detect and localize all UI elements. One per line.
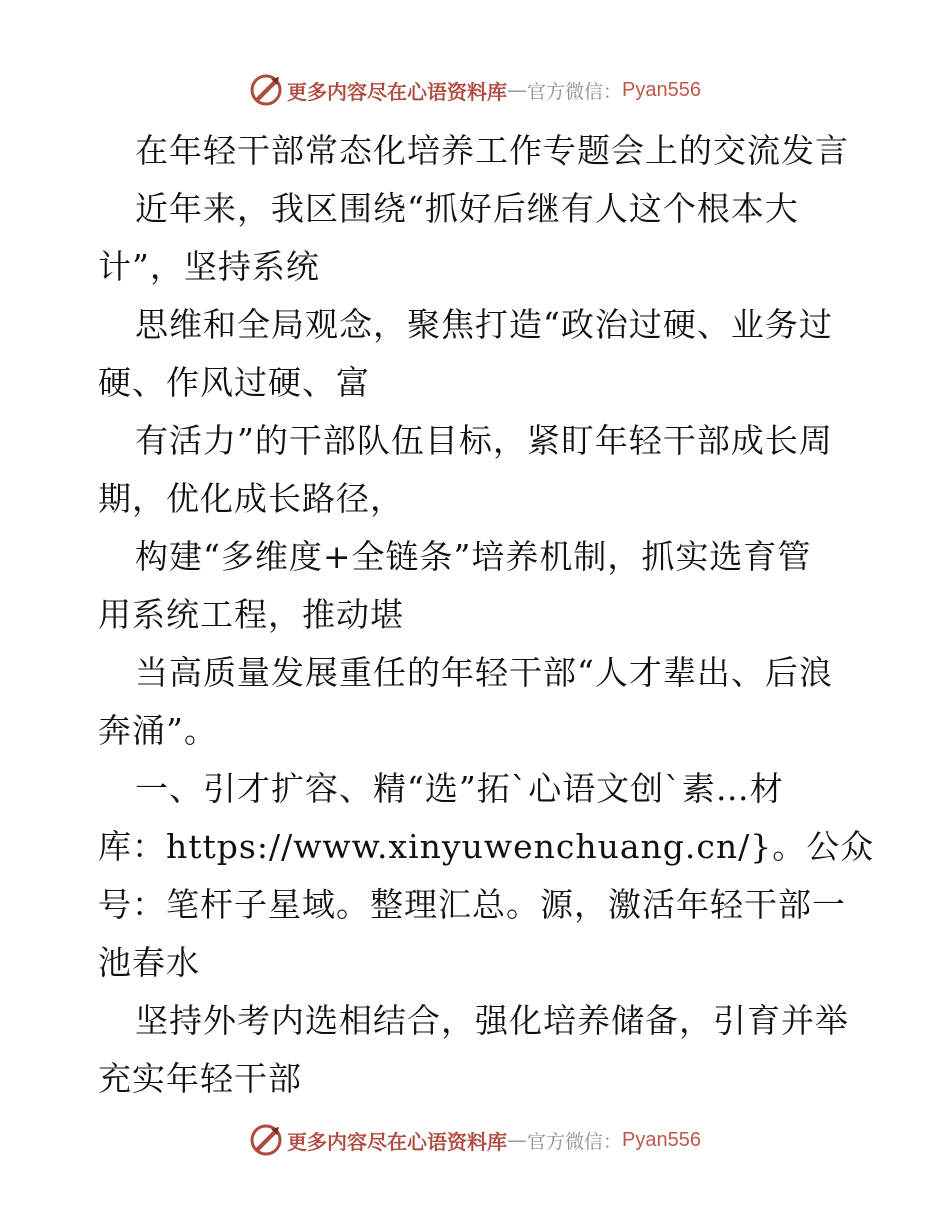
doc-line: 思维和全局观念，聚焦打造“政治过硬、业务过 — [135, 305, 833, 344]
doc-line: 池春水 — [98, 943, 200, 982]
doc-line: 近年来，我区围绕“抓好后继有人这个根本大 — [135, 189, 799, 228]
section-heading: 一、引才扩容、精“选”拓`心语文创`素…材 — [135, 769, 784, 808]
doc-title: 在年轻干部常态化培养工作专题会上的交流发言 — [135, 131, 849, 170]
quill-pen-logo-icon — [249, 73, 283, 107]
doc-line: 坚持外考内选相结合，强化培养储备，引育并举 — [135, 1001, 849, 1040]
doc-line: 计”，坚持系统 — [98, 247, 320, 286]
doc-line: 有活力”的干部队伍目标，紧盯年轻干部成长周 — [135, 421, 833, 460]
quill-pen-logo-icon — [249, 1123, 283, 1157]
footer-banner — [0, 1120, 950, 1160]
banner-label: 官方微信： — [527, 80, 623, 103]
banner-wechat-id: Pyan556 — [622, 78, 701, 101]
doc-line: 期，优化成长路径， — [98, 479, 404, 518]
banner-separator: — — [507, 78, 527, 102]
doc-line: 充实年轻干部 — [98, 1059, 302, 1098]
doc-line: 号：笔杆子星域。整理汇总。源，激活年轻干部一 — [98, 885, 846, 924]
banner-text: 更多内容尽在心语资料库 — [287, 1129, 507, 1154]
doc-line: 硬、作风过硬、富 — [98, 363, 370, 402]
header-banner — [0, 70, 950, 110]
doc-line: 奔涌”。 — [98, 711, 218, 750]
doc-line: 库：https://www.xinyuwenchuang.cn/}。公众 — [98, 827, 875, 866]
doc-line: 用系统工程，推动堪 — [98, 595, 404, 634]
document-body — [98, 122, 875, 1108]
doc-line: 构建“多维度+全链条”培养机制，抓实选育管 — [135, 537, 812, 576]
banner-text: 更多内容尽在心语资料库 — [287, 79, 507, 104]
doc-line: 当高质量发展重任的年轻干部“人才辈出、后浪 — [135, 653, 833, 692]
banner-separator: — — [507, 1128, 527, 1152]
banner-label: 官方微信： — [527, 1130, 623, 1153]
banner-wechat-id: Pyan556 — [622, 1128, 701, 1151]
